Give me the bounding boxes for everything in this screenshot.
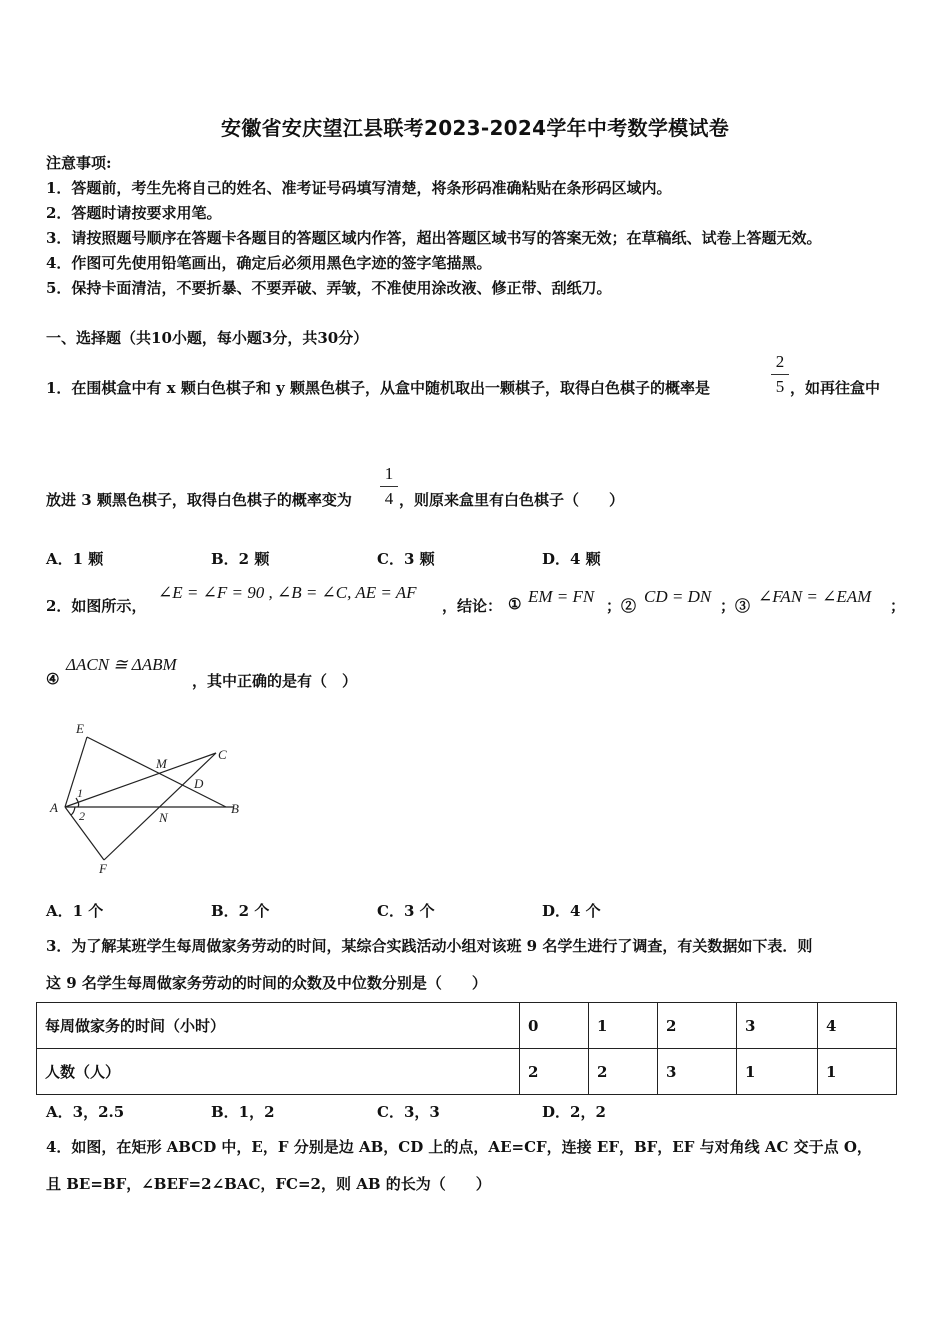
table-cell: 0 <box>520 1003 589 1049</box>
q2-option-d: D．4 个 <box>542 902 601 920</box>
q1-line1-end: ，如再往盒中 <box>790 379 881 397</box>
q3-option-d: D．2，2 <box>542 1103 606 1121</box>
label-d: D <box>194 776 204 791</box>
fraction-numerator: 1 <box>384 464 394 483</box>
segment-ae <box>65 737 87 807</box>
q3-option-b: B．1，2 <box>211 1103 275 1121</box>
q2-mark-3: ；③ <box>720 597 751 615</box>
q2-option-c: C．3 个 <box>377 902 435 920</box>
notice-item: 1．答题前，考生先将自己的姓名、准考证号码填写清楚，将条形码准确粘贴在条形码区域内。 <box>46 179 672 197</box>
q3-data-table <box>36 1002 897 1095</box>
q1-line2-end: ，则原来盒里有白色棋子（ ） <box>399 491 625 509</box>
q2-conditions: ∠E = ∠F = 90 , ∠B = ∠C, AE = AF <box>158 583 417 602</box>
q2-conclusion-4: ΔACN ≅ ΔABM <box>66 655 177 674</box>
q3-option-a: A．3，2.5 <box>46 1103 125 1121</box>
table-cell: 3 <box>658 1049 737 1095</box>
q4-line1: 4．如图，在矩形 ABCD 中，E，F 分别是边 AB，CD 上的点，AE=CF，连接 EF，BF，EF 与对角线 AC 交于点 O， <box>46 1138 872 1156</box>
q1-option-b: B．2 颗 <box>211 550 270 568</box>
table-cell: 2 <box>658 1003 737 1049</box>
q2-conclusion-1: EM = FN <box>528 587 595 606</box>
q1-line1: 1．在围棋盒中有 x 颗白色棋子和 y 颗黑色棋子，从盒中随机取出一颗棋子，取得白色棋子的概率是 <box>46 379 710 397</box>
notice-item: 4．作图可先使用铅笔画出，确定后必须用黑色字迹的签字笔描黑。 <box>46 254 492 272</box>
table-row-label: 每周做家务的时间（小时） <box>37 1003 520 1049</box>
notice-item: 5．保持卡面清洁，不要折暴、不要弄破、弄皱，不准使用涂改液、修正带、刮纸刀。 <box>46 279 612 297</box>
angle-arc-2 <box>71 807 75 815</box>
q3-line1: 3．为了解某班学生每周做家务劳动的时间，某综合实践活动小组对该班 9 名学生进行了调查，有关数据如下表．则 <box>46 937 813 955</box>
page-title: 安徽省安庆望江县联考2023-2024学年中考数学模试卷 <box>220 116 730 140</box>
q1-fraction-2 <box>380 464 398 509</box>
q1-option-d: D．4 颗 <box>542 550 601 568</box>
q2-mark-2: ；② <box>606 597 637 615</box>
fraction-denominator: 5 <box>775 377 785 396</box>
table-cell: 1 <box>589 1003 658 1049</box>
notice-heading: 注意事项: <box>46 154 112 172</box>
table-cell: 2 <box>520 1049 589 1095</box>
q3-option-c: C．3，3 <box>377 1103 440 1121</box>
fraction-numerator: 2 <box>775 352 785 371</box>
label-f: F <box>99 861 107 876</box>
table-cell: 2 <box>589 1049 658 1095</box>
q4-line2: 且 BE=BF，∠BEF=2∠BAC，FC=2，则 AB 的长为（ ） <box>46 1175 491 1193</box>
table-cell: 1 <box>818 1049 897 1095</box>
notice-item: 3．请按照题号顺序在答题卡各题目的答题区域内作答，超出答题区域书写的答案无效；在草稿纸、试卷上答题无效。 <box>46 229 822 247</box>
q2-mark-3-end: ； <box>890 597 906 615</box>
angle-label-1: 1 <box>77 786 83 800</box>
q1-option-c: C．3 颗 <box>377 550 435 568</box>
label-m: M <box>156 756 167 771</box>
table-cell: 3 <box>737 1003 818 1049</box>
label-e: E <box>76 721 84 736</box>
segment-eb <box>87 737 226 807</box>
q2-option-b: B．2 个 <box>211 902 270 920</box>
angle-label-2: 2 <box>79 809 85 823</box>
section-heading: 一、选择题（共10小题，每小题3分，共30分） <box>46 329 369 347</box>
q2-lead: 2．如图所示， <box>46 597 147 615</box>
label-c: C <box>218 747 227 762</box>
fraction-denominator: 4 <box>384 489 394 508</box>
q2-conclusion-3: ∠FAN = ∠EAM <box>758 587 872 606</box>
label-n: N <box>159 810 168 825</box>
table-cell: 4 <box>818 1003 897 1049</box>
q2-conclusion-label: ，结论： <box>442 597 503 615</box>
q2-geometry-figure <box>40 718 260 883</box>
q2-mark-4: ④ <box>46 670 60 688</box>
table-cell: 1 <box>737 1049 818 1095</box>
table-row <box>37 1003 897 1049</box>
q2-mark-1: ① <box>508 595 522 613</box>
table-row <box>37 1049 897 1095</box>
q2-option-a: A．1 个 <box>46 902 104 920</box>
q2-conclusion-2: CD = DN <box>644 587 712 606</box>
q3-line2: 这 9 名学生每周做家务劳动的时间的众数及中位数分别是（ ） <box>46 974 487 992</box>
q1-option-a: A．1 颗 <box>46 550 104 568</box>
q1-line2: 放进 3 颗黑色棋子，取得白色棋子的概率变为 <box>46 491 352 509</box>
notice-item: 2．答题时请按要求用笔。 <box>46 204 222 222</box>
table-row-label: 人数（人） <box>37 1049 520 1095</box>
q2-tail: ，其中正确的是有（ ） <box>192 672 358 690</box>
label-a: A <box>50 800 58 815</box>
label-b: B <box>231 801 239 816</box>
q1-fraction-1 <box>771 352 789 397</box>
